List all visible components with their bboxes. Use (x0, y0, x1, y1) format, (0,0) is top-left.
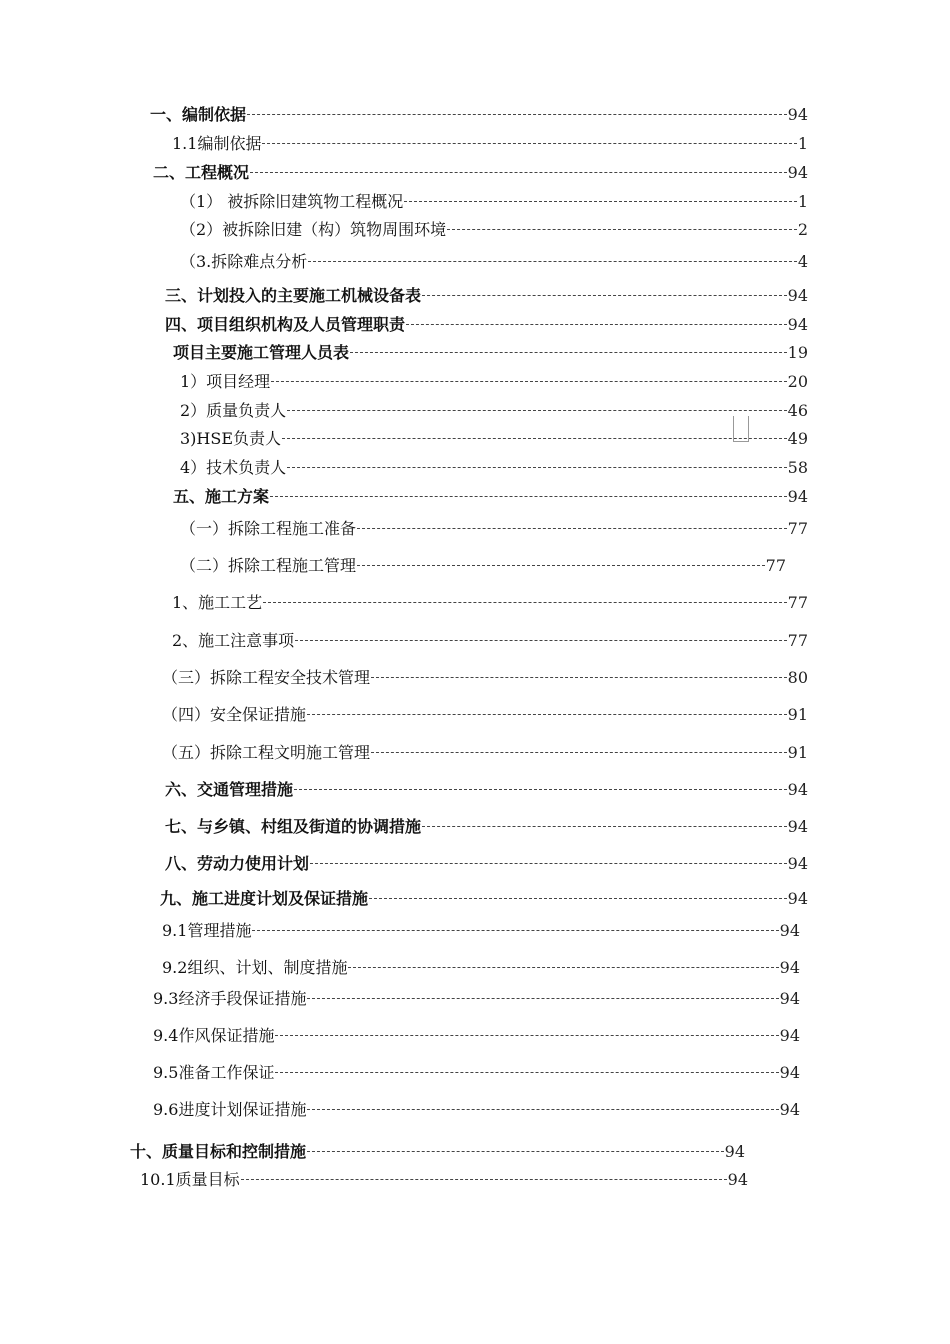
toc-entry-label: （2）被拆除旧建（构）筑物周围环境 (180, 220, 447, 239)
toc-dotted-leader (350, 352, 787, 353)
toc-dotted-leader (252, 930, 778, 931)
toc-dotted-leader (348, 967, 778, 968)
toc-entry-label: 1、施工工艺 (172, 593, 263, 612)
toc-dotted-leader (422, 295, 787, 296)
toc-entry[interactable] (172, 133, 808, 155)
toc-entry-page-number: 77 (787, 519, 808, 538)
toc-entry-label: （二）拆除工程施工管理 (180, 556, 357, 575)
toc-entry-label: （五）拆除工程文明施工管理 (162, 743, 371, 762)
toc-entry-page-number: 94 (787, 105, 808, 124)
toc-entry-label: 八、劳动力使用计划 (165, 854, 310, 873)
toc-entry[interactable] (165, 816, 808, 838)
toc-dotted-leader (263, 602, 786, 603)
toc-dotted-leader (287, 467, 786, 468)
toc-entry[interactable] (150, 104, 808, 126)
toc-entry-label: 1）项目经理 (180, 372, 271, 391)
toc-entry[interactable] (153, 1025, 800, 1047)
toc-entry-page-number: 20 (787, 372, 808, 391)
toc-entry-page-number: 94 (787, 487, 808, 506)
toc-entry-label: 1.1编制依据 (172, 134, 262, 153)
toc-dotted-leader (307, 714, 787, 715)
toc-dotted-leader (422, 826, 787, 827)
toc-entry[interactable] (165, 285, 808, 307)
toc-entry-page-number: 77 (787, 593, 808, 612)
toc-dotted-leader (262, 143, 796, 144)
toc-entry-page-number: 94 (779, 989, 800, 1008)
toc-entry-label: 10.1质量目标 (140, 1170, 240, 1189)
toc-entry-label: 三、计划投入的主要施工机械设备表 (165, 286, 422, 305)
toc-entry[interactable] (153, 162, 808, 184)
toc-dotted-leader (270, 496, 787, 497)
toc-entry-label: 二、工程概况 (153, 163, 250, 182)
toc-entry-label: （1） 被拆除旧建筑物工程概况 (180, 192, 404, 211)
toc-entry-page-number: 94 (787, 780, 808, 799)
toc-entry-page-number: 94 (779, 958, 800, 977)
toc-entry-label: 2）质量负责人 (180, 401, 287, 420)
toc-dotted-leader (294, 789, 787, 790)
toc-entry-page-number: 94 (787, 817, 808, 836)
toc-entry[interactable] (153, 1062, 800, 1084)
toc-dotted-leader (371, 677, 787, 678)
toc-entry[interactable] (165, 779, 808, 801)
toc-entry[interactable] (180, 191, 808, 213)
toc-entry-page-number: 94 (787, 889, 808, 908)
toc-dotted-leader (310, 863, 787, 864)
toc-dotted-leader (404, 201, 797, 202)
toc-entry[interactable] (165, 853, 808, 875)
toc-entry-label: （三）拆除工程安全技术管理 (162, 668, 371, 687)
toc-dotted-leader (406, 324, 787, 325)
toc-entry-label: 九、施工进度计划及保证措施 (160, 889, 369, 908)
toc-entry-page-number: 77 (765, 556, 786, 575)
toc-entry[interactable] (180, 371, 808, 393)
toc-entry[interactable] (173, 486, 808, 508)
toc-entry[interactable] (165, 314, 808, 336)
toc-entry[interactable] (162, 667, 808, 689)
toc-dotted-leader (295, 640, 786, 641)
toc-entry-label: 9.6进度计划保证措施 (153, 1100, 307, 1119)
toc-entry-page-number: 2 (797, 220, 808, 239)
toc-dotted-leader (357, 528, 787, 529)
toc-entry[interactable] (180, 457, 808, 479)
toc-entry-label: 六、交通管理措施 (165, 780, 294, 799)
toc-entry-page-number: 91 (787, 705, 808, 724)
toc-entry-page-number: 58 (787, 458, 808, 477)
toc-entry-label: 一、编制依据 (150, 105, 247, 124)
toc-entry[interactable] (172, 630, 808, 652)
toc-entry[interactable] (162, 704, 808, 726)
toc-entry-label: 9.2组织、计划、制度措施 (162, 958, 348, 977)
toc-entry-page-number: 4 (797, 252, 808, 271)
toc-entry[interactable] (153, 988, 800, 1010)
toc-entry-label: 9.1管理措施 (162, 921, 252, 940)
toc-entry-page-number: 94 (727, 1170, 748, 1189)
toc-entry-page-number: 46 (787, 401, 808, 420)
toc-entry-page-number: 80 (787, 668, 808, 687)
toc-entry-label: 2、施工注意事项 (172, 631, 295, 650)
toc-entry[interactable] (160, 888, 808, 910)
toc-dotted-leader (275, 1072, 778, 1073)
toc-entry-label: 9.5准备工作保证 (153, 1063, 275, 1082)
toc-entry-label: 3)HSE负责人 (180, 429, 282, 448)
toc-entry[interactable] (130, 1141, 745, 1163)
toc-entry-page-number: 94 (724, 1142, 745, 1161)
toc-entry-label: 五、施工方案 (173, 487, 270, 506)
toc-entry-page-number: 94 (787, 854, 808, 873)
toc-dotted-leader (308, 261, 797, 262)
toc-dotted-leader (371, 752, 787, 753)
toc-entry-label: 9.4作风保证措施 (153, 1026, 275, 1045)
toc-entry-label: 十、质量目标和控制措施 (130, 1142, 307, 1161)
toc-dotted-leader (247, 114, 787, 115)
stray-bracket-mark (733, 416, 749, 442)
toc-dotted-leader (307, 1109, 778, 1110)
toc-entry-page-number: 94 (779, 1100, 800, 1119)
toc-entry-page-number: 94 (787, 163, 808, 182)
toc-entry-label: （3.拆除难点分析 (180, 252, 308, 271)
toc-entry-page-number: 94 (779, 921, 800, 940)
toc-entry[interactable] (180, 555, 786, 577)
toc-entry[interactable] (180, 428, 808, 450)
toc-entry-page-number: 77 (787, 631, 808, 650)
toc-entry[interactable] (180, 219, 808, 241)
toc-entry[interactable] (140, 1169, 748, 1191)
toc-entry-label: 项目主要施工管理人员表 (173, 343, 350, 362)
toc-entry-page-number: 94 (779, 1026, 800, 1045)
toc-dotted-leader (357, 565, 765, 566)
toc-dotted-leader (307, 998, 778, 999)
toc-entry-label: 9.3经济手段保证措施 (153, 989, 307, 1008)
toc-dotted-leader (250, 172, 787, 173)
toc-entry[interactable] (180, 251, 808, 273)
toc-entry-page-number: 91 (787, 743, 808, 762)
toc-entry-page-number: 94 (787, 286, 808, 305)
toc-entry[interactable] (162, 920, 800, 942)
toc-entry[interactable] (162, 742, 808, 764)
toc-entry-page-number: 1 (797, 134, 808, 153)
toc-entry[interactable] (162, 957, 800, 979)
toc-entry-label: 七、与乡镇、村组及街道的协调措施 (165, 817, 422, 836)
toc-entry-page-number: 1 (797, 192, 808, 211)
toc-entry-label: 4）技术负责人 (180, 458, 287, 477)
toc-entry[interactable] (180, 400, 808, 422)
toc-entry[interactable] (173, 342, 808, 364)
toc-entry-page-number: 94 (787, 315, 808, 334)
toc-dotted-leader (287, 410, 786, 411)
toc-dotted-leader (282, 438, 787, 439)
toc-dotted-leader (241, 1179, 727, 1180)
toc-dotted-leader (307, 1151, 724, 1152)
toc-dotted-leader (447, 229, 797, 230)
toc-entry-page-number: 49 (787, 429, 808, 448)
toc-entry-page-number: 19 (787, 343, 808, 362)
toc-dotted-leader (271, 381, 786, 382)
toc-entry[interactable] (153, 1099, 800, 1121)
toc-entry-label: （四）安全保证措施 (162, 705, 307, 724)
toc-entry-label: 四、项目组织机构及人员管理职责 (165, 315, 406, 334)
toc-entry-page-number: 94 (779, 1063, 800, 1082)
toc-entry[interactable] (180, 518, 808, 540)
toc-entry[interactable] (172, 592, 808, 614)
toc-dotted-leader (275, 1035, 778, 1036)
toc-entry-label: （一）拆除工程施工准备 (180, 519, 357, 538)
toc-dotted-leader (369, 898, 787, 899)
